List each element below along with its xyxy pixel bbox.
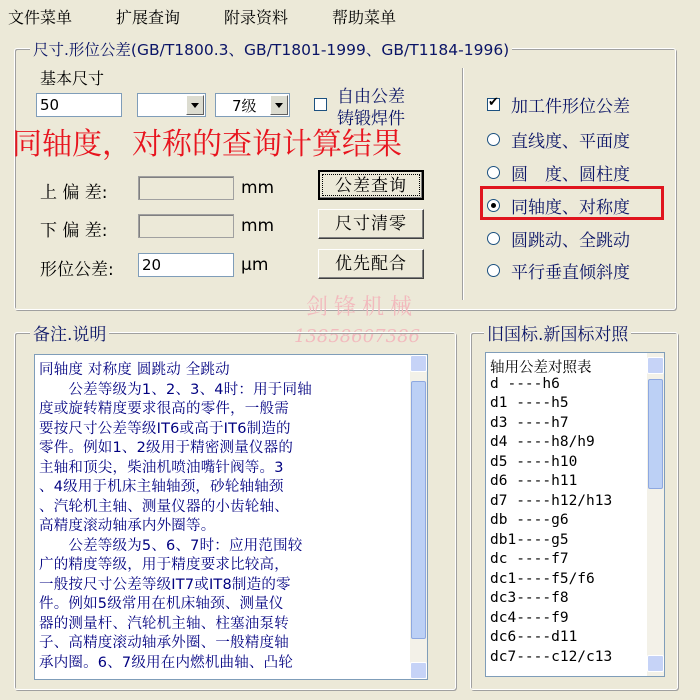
overlay-result-title: 同轴度，对称的查询计算结果 [12,127,402,162]
mapping-line: d4 ----h8/h9 [490,434,595,450]
notes-line: 、汽轮机主轴、测量仪器的小齿轮轴、 [39,498,289,515]
watermark-name: 剑锋机械 [306,295,419,320]
selection-highlight-box [480,186,664,220]
menu-file[interactable]: 文件菜单 [8,8,73,27]
scroll-down-icon[interactable] [410,662,427,679]
mapping-group-title: 旧国标.新国标对照 [484,320,631,345]
notes-textarea[interactable] [34,354,428,680]
mapping-line: dc ----f7 [490,551,569,567]
free-tolerance-checkbox[interactable] [314,98,327,111]
notes-line: 零件。例如1、2级用于精密测量仪器的 [39,440,294,456]
free-tolerance-label-line1: 自由公差 [337,87,405,107]
lower-deviation-label: 下 偏 差: [40,221,108,241]
upper-deviation-field [138,176,234,200]
notes-line: 一般按尺寸公差等级IT7或IT8制造的零 [39,576,291,593]
mapping-line: dc6----d11 [490,629,578,645]
notes-line: 度或旋转精度要求很高的零件，一般需 [39,401,289,417]
mapping-line: dc4----f9 [490,609,569,626]
chevron-down-icon[interactable] [186,95,204,115]
notes-line: 主轴和顶尖，柴油机喷油嘴针阀等。3 [39,459,284,476]
notes-group-title: 备注.说明 [30,320,109,345]
watermark-phone: 13858607386 [294,326,420,347]
mapping-line: d5 ----h10 [490,453,578,470]
notes-line: 公差等级为5、6、7时：应用范围较 [39,537,303,554]
notes-line: 子、高精度滚动轴承外圈、一般精度轴 [39,635,289,651]
upper-deviation-label: 上 偏 差: [40,183,108,203]
preferred-fit-button[interactable]: 优先配合 [318,249,424,279]
mapping-line: d7 ----h12/h13 [490,492,613,509]
lower-deviation-unit: mm [241,216,275,236]
menu-extended-query[interactable]: 扩展查询 [116,8,181,27]
options-divider [462,68,464,300]
menu-help[interactable]: 帮助菜单 [332,8,397,27]
notes-line: 高精度滚动轴承内外圈等。 [39,518,216,534]
scroll-down-icon[interactable] [647,655,664,672]
free-tolerance-label-line2: 铸锻焊件 [337,109,405,129]
mapping-line: d1 ----h5 [490,395,569,411]
mapping-line: dc3----f8 [490,590,569,606]
machined-part-checkbox[interactable] [487,98,500,111]
lower-deviation-field [138,214,234,238]
form-tolerance-label: 形位公差: [40,260,114,280]
radio-coaxiality-label: 同轴度、对称度 [511,198,630,218]
notes-scroll-thumb[interactable] [411,381,426,639]
mapping-line: d6 ----h11 [490,473,578,489]
mapping-scroll-thumb[interactable] [648,379,663,489]
notes-line: 公差等级为1、2、3、4时：用于同轴 [39,381,312,398]
notes-line: 要按尺寸公差等级IT6或高于IT6制造的 [39,420,291,437]
machined-part-label: 加工件形位公差 [511,97,630,117]
mapping-line: dc1----f5/f6 [490,570,595,587]
notes-line: 件。例如5级常用在机床轴颈、测量仪 [39,596,284,612]
mapping-line: d3 ----h7 [490,414,569,431]
tolerance-query-button[interactable]: 公差查询 [318,170,424,200]
grade-select[interactable] [215,93,290,117]
tolerance-group-title: 尺寸.形位公差(GB/T1800.3、GB/T1801-1999、GB/T1184-1996) [30,38,512,60]
notes-line: 同轴度 对称度 圆跳动 全跳动 [39,362,230,378]
basic-size-label: 基本尺寸 [40,69,105,88]
mapping-line: db ----g6 [490,512,569,528]
notes-line: 广的精度等级，用于精度要求比较高， [39,557,289,573]
notes-scrollbar[interactable] [410,355,427,679]
mapping-line: db1----g5 [490,531,569,548]
notes-line: 、4级用于机床主轴轴颈，砂轮轴轴颈 [39,479,284,495]
radio-runout-label: 圆跳动、全跳动 [511,231,630,251]
size-clear-button[interactable]: 尺寸清零 [318,209,424,239]
menu-bar [0,0,700,30]
notes-line: 器的测量杆、汽轮机主轴、柱塞油泵转 [39,615,289,632]
mapping-line: d ----h6 [490,375,560,392]
grade-value: 7级 [232,97,257,115]
mapping-listbox[interactable] [485,352,665,677]
radio-roundness-label: 圆 度、圆柱度 [511,165,630,185]
upper-deviation-unit: mm [241,178,275,198]
scroll-up-icon[interactable] [647,357,664,374]
radio-roundness[interactable] [487,166,500,179]
basic-size-input[interactable]: 50 [36,93,122,117]
radio-straightness[interactable] [487,133,500,146]
radio-runout[interactable] [487,232,500,245]
tolerance-zone-select[interactable] [137,93,206,117]
mapping-line: 轴用公差对照表 [490,360,592,376]
form-tolerance-unit: μm [241,255,269,275]
notes-line: 承内圈。6、7级用在内燃机曲轴、凸轮 [39,654,294,671]
menu-appendix[interactable]: 附录资料 [224,8,289,27]
chevron-down-icon[interactable] [270,95,288,115]
radio-parallelism[interactable] [487,264,500,277]
radio-parallelism-label: 平行垂直倾斜度 [511,263,630,283]
radio-straightness-label: 直线度、平面度 [511,132,630,152]
form-tolerance-field[interactable]: 20 [138,253,234,277]
mapping-scrollbar[interactable] [647,353,664,676]
mapping-line: dc7----c12/c13 [490,648,613,665]
scroll-up-icon[interactable] [410,355,427,372]
